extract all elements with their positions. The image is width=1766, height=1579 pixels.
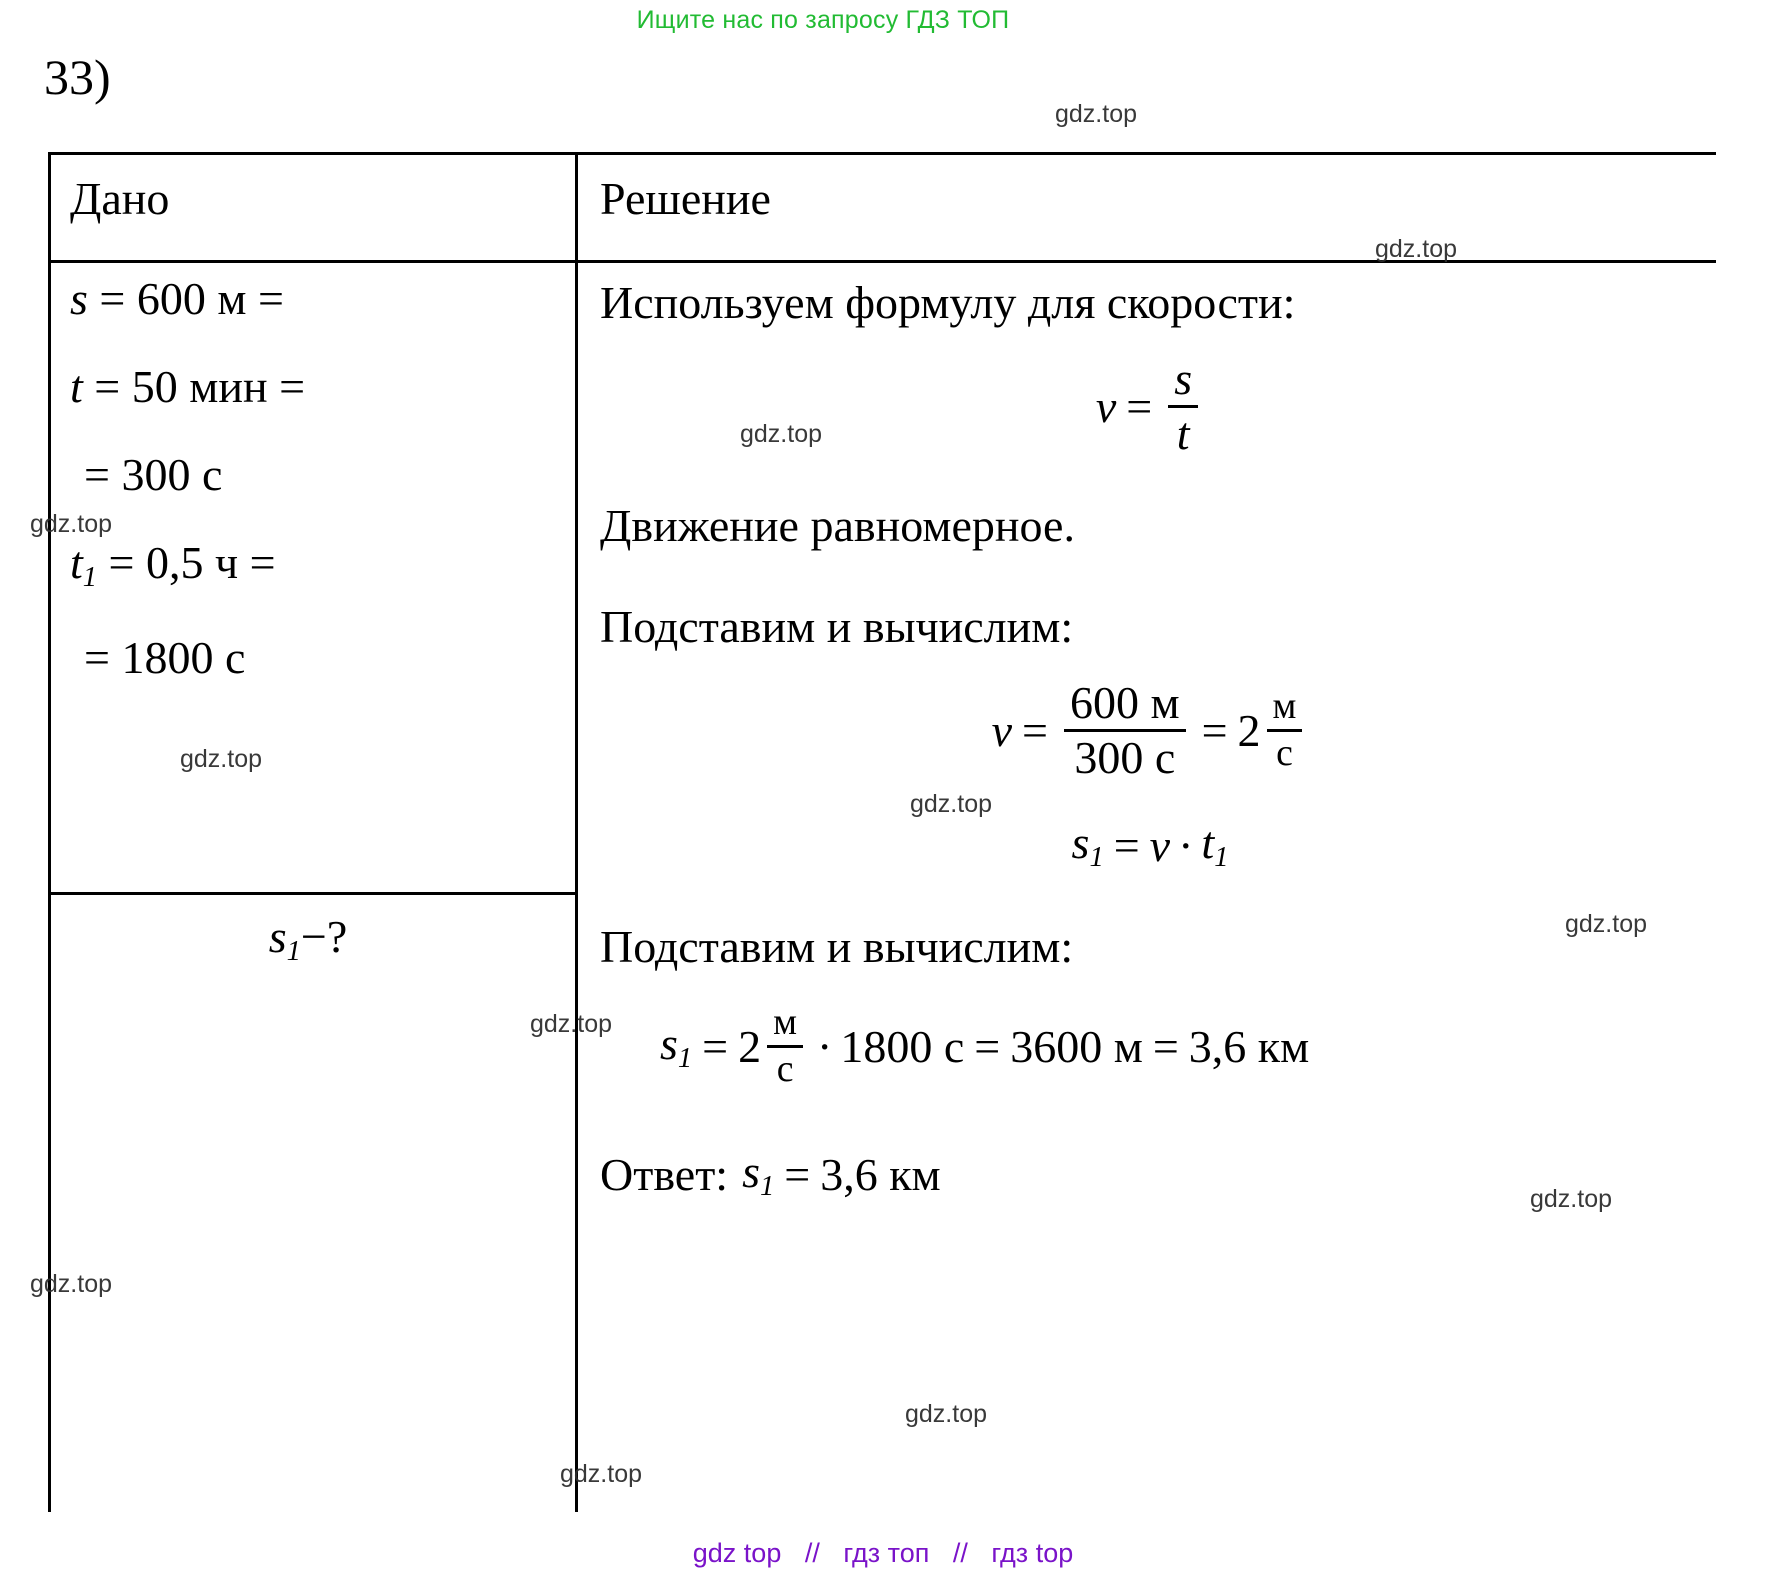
unknown-question: −? <box>300 911 348 962</box>
watermark: gdz.top <box>1565 910 1648 938</box>
footer-link-3[interactable]: гдз top <box>991 1538 1074 1568</box>
calc-distance-lhs: $s_1$ <box>660 1018 693 1075</box>
calc-distance-result-km: 3,6 км <box>1188 1020 1310 1072</box>
formula-distance-speed: v <box>1149 819 1171 871</box>
calc-speed-numerator: 600 м <box>1069 676 1180 728</box>
formula-distance-dot: · <box>1178 819 1194 871</box>
solution-table <box>48 152 1716 1512</box>
formula-speed-fraction <box>1168 355 1198 459</box>
watermark: gdz.top <box>910 790 993 818</box>
answer-value: 3,6 км <box>820 1148 941 1200</box>
calc-speed-unit-denominator: с <box>1267 729 1303 774</box>
footer-link-2[interactable]: гдз топ <box>843 1538 930 1568</box>
solution-content <box>600 276 1700 1203</box>
formula-distance-lhs: $s_1$ <box>1071 817 1104 874</box>
table-border-given <box>48 892 578 895</box>
calc-speed-fraction <box>1064 676 1186 783</box>
watermark: gdz.top <box>530 1010 613 1038</box>
given-line-time1 <box>70 537 560 593</box>
formula-distance-calculation <box>600 1003 1700 1089</box>
given-var-t1: $t_1$ <box>70 537 98 593</box>
footer-links <box>0 1538 1766 1569</box>
column-header-given: Дано <box>70 173 170 224</box>
column-header-solution: Решение <box>600 173 771 224</box>
table-border-top <box>48 152 1716 155</box>
footer-separator-1: // <box>804 1538 820 1568</box>
calc-distance-unit <box>767 1003 803 1089</box>
solution-text-substitute-1: Подставим и вычислим: <box>600 600 1074 652</box>
given-line-time-seconds: = 300 с <box>84 449 223 500</box>
calc-distance-unit-numerator: м <box>773 1001 797 1044</box>
table-border-header <box>48 260 1716 263</box>
given-var-t: t <box>70 361 83 412</box>
given-line-time1-seconds: = 1800 с <box>84 631 246 683</box>
calc-distance-time: 1800 с <box>840 1020 965 1072</box>
calc-distance-equals-3: = <box>1152 1020 1179 1072</box>
unknown-var-s1: $s_1$ <box>268 911 301 967</box>
formula-speed-equals: = <box>1126 381 1153 433</box>
formula-distance-equals: = <box>1113 819 1140 871</box>
task-number: 33) <box>44 49 111 105</box>
watermark: gdz.top <box>30 510 113 538</box>
answer-equals: = <box>784 1148 811 1200</box>
formula-distance <box>600 816 1700 874</box>
watermark: gdz.top <box>560 1460 643 1488</box>
watermark: gdz.top <box>740 420 823 448</box>
given-values <box>70 273 560 723</box>
calc-distance-equals-1: = <box>702 1020 729 1072</box>
site-promo-banner <box>0 6 1766 35</box>
watermark: gdz.top <box>30 1270 113 1298</box>
calc-distance-unit-denominator: с <box>767 1045 803 1090</box>
calc-speed-lhs: v <box>991 704 1013 756</box>
formula-speed-lhs: v <box>1095 381 1117 433</box>
watermark: gdz.top <box>1375 235 1458 263</box>
given-line-distance <box>70 273 560 324</box>
table-border-middle <box>575 152 578 1512</box>
solution-text-substitute-2: Подставим и вычислим: <box>600 921 1074 973</box>
watermark: gdz.top <box>1530 1185 1613 1213</box>
watermark: gdz.top <box>905 1400 988 1428</box>
table-border-left <box>48 152 51 1512</box>
formula-speed-numerator: s <box>1174 353 1193 404</box>
answer-label: Ответ: <box>600 1148 729 1200</box>
watermark: gdz.top <box>1055 100 1138 128</box>
formula-distance-time: $t_1$ <box>1201 817 1229 874</box>
calc-distance-result-meters: 3600 м <box>1010 1020 1143 1072</box>
calc-distance-dot: · <box>817 1020 833 1072</box>
calc-speed-unit-numerator: м <box>1272 685 1297 728</box>
footer-link-1[interactable]: gdz top <box>692 1538 782 1568</box>
answer-var: $s_1$ <box>742 1146 775 1203</box>
given-var-s: s <box>70 273 88 324</box>
footer-separator-2: // <box>952 1538 968 1568</box>
calc-distance-equals-2: = <box>974 1020 1001 1072</box>
formula-speed-calculation <box>600 676 1700 783</box>
calc-speed-denominator: 300 с <box>1064 729 1186 782</box>
formula-speed-denominator: t <box>1176 408 1190 460</box>
watermark: gdz.top <box>180 745 263 773</box>
solution-text-formula-intro: Используем формулу для скорости: <box>600 277 1296 328</box>
given-line-time <box>70 361 560 412</box>
given-value-t1: = 0,5 ч = <box>108 537 276 588</box>
calc-speed-equals-1: = <box>1022 704 1048 756</box>
calc-distance-speed-value: 2 <box>738 1020 762 1072</box>
calc-speed-result: 2 <box>1237 704 1261 756</box>
calc-speed-equals-2: = <box>1201 704 1228 756</box>
given-unknown <box>48 910 568 968</box>
site-promo-banner-text: Ищите нас по запросу ГДЗ ТОП <box>636 6 1010 34</box>
solution-text-uniform-motion: Движение равномерное. <box>600 499 1075 551</box>
calc-speed-unit <box>1267 687 1303 773</box>
given-value-t: = 50 мин = <box>94 361 306 412</box>
given-value-s: = 600 м = <box>99 273 284 324</box>
